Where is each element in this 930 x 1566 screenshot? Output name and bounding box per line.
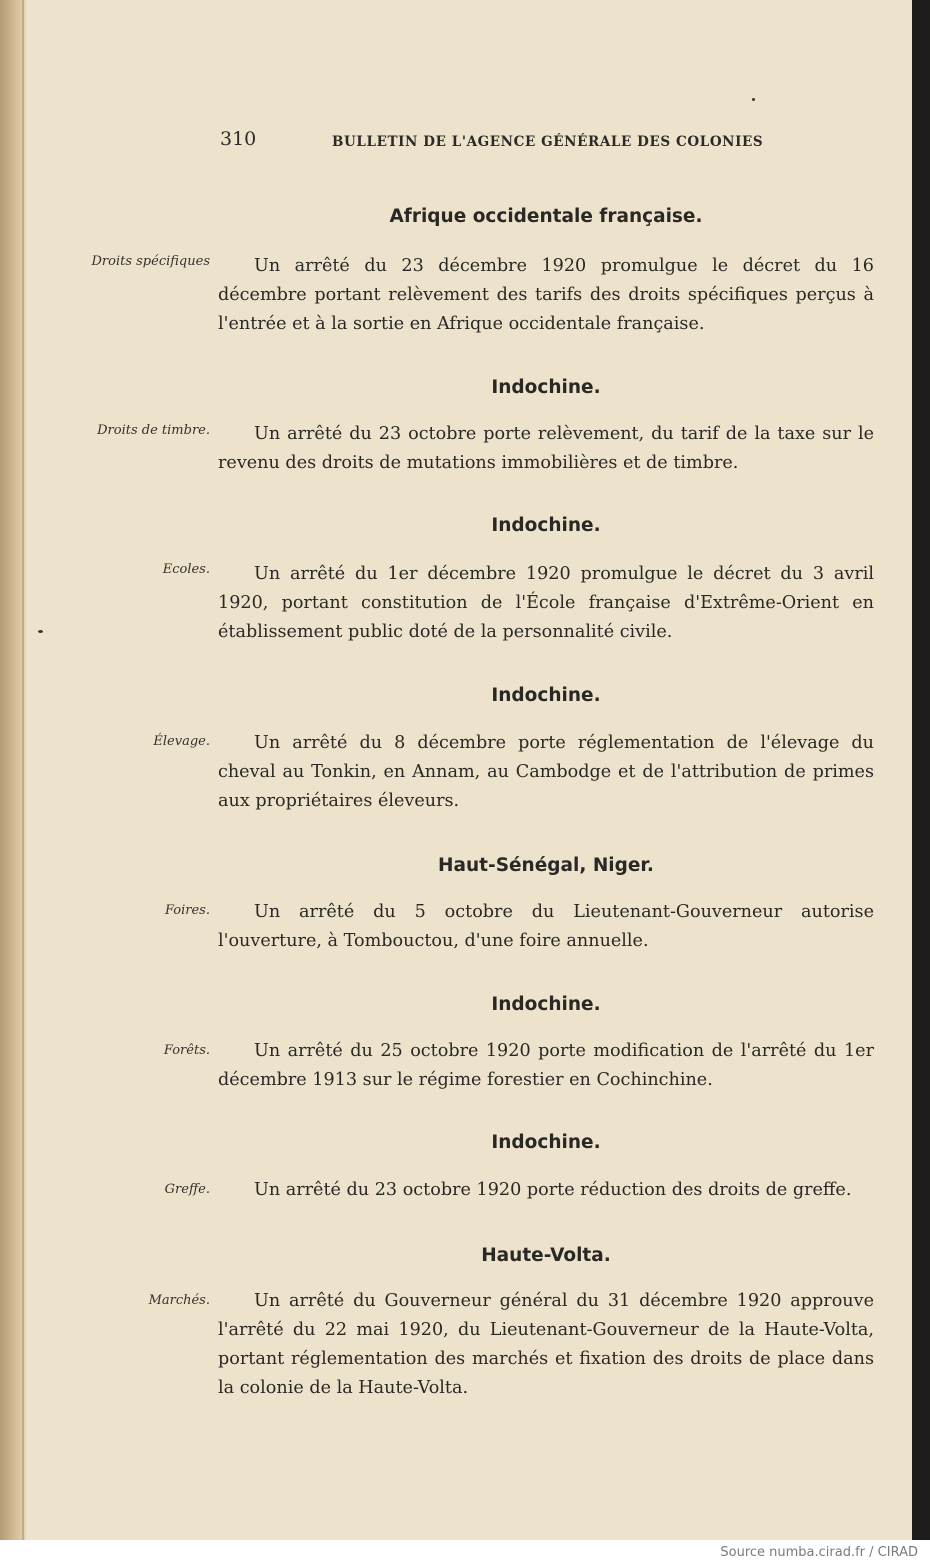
section-heading: Indochine.: [491, 994, 601, 1015]
section-heading: Afrique occidentale française.: [389, 206, 703, 227]
page-header: [214, 128, 874, 158]
section-heading: Haut-Sénégal, Niger.: [438, 855, 654, 876]
margin-note: Droits de timbre.: [97, 423, 210, 438]
margin-note: Foires.: [164, 903, 210, 918]
section-paragraph: Un arrêté du 1er décembre 1920 promulgue le décret du 3 avril 1920, portant constitution de l'École française d'Extrême-Orient en établissement public doté de la personnalité civile.: [218, 564, 874, 642]
section-paragraph: Un arrêté du 23 décembre 1920 promulgue le décret du 16 décembre portant relèvement des tarifs des droits spécifiques perçus à l'entrée et à la sortie en Afrique occidentale française.: [218, 256, 874, 334]
section-paragraph: Un arrêté du 23 octobre porte relèvement, du tarif de la taxe sur le revenu des droits de mutations immobilières et de timbre.: [218, 424, 874, 473]
footer-bar: [0, 1540, 930, 1566]
margin-note: Droits spécifiques: [91, 254, 210, 269]
margin-note: Ecoles.: [162, 562, 210, 577]
ink-speck: [38, 630, 43, 633]
margin-note: Marchés.: [148, 1293, 210, 1308]
section-paragraph: Un arrêté du 23 octobre 1920 porte réduction des droits de greffe.: [254, 1180, 852, 1200]
section-paragraph: Un arrêté du 5 octobre du Lieutenant-Gouverneur autorise l'ouverture, à Tombouctou, d'une foire annuelle.: [218, 902, 874, 951]
section-heading: Indochine.: [491, 377, 601, 398]
section-heading: Indochine.: [491, 685, 601, 706]
page-number: 310: [220, 128, 257, 150]
source-credit: Source numba.cirad.fr / CIRAD: [720, 1545, 918, 1560]
margin-note: Greffe.: [164, 1182, 210, 1197]
section-heading: Haute-Volta.: [481, 1245, 611, 1266]
margin-note: Élevage.: [153, 734, 210, 749]
section-paragraph: Un arrêté du 8 décembre porte réglementation de l'élevage du cheval au Tonkin, en Annam, au Cambodge et de l'attribution de primes aux propriétaires éleveurs.: [218, 733, 874, 811]
running-head: BULLETIN DE L'AGENCE GÉNÉRALE DES COLONIES: [332, 134, 764, 150]
section-heading: Indochine.: [491, 1132, 601, 1153]
section-heading: Indochine.: [491, 515, 601, 536]
ink-speck: [752, 98, 755, 101]
scan-dark-edge: [912, 0, 930, 1540]
section-paragraph: Un arrêté du Gouverneur général du 31 décembre 1920 approuve l'arrêté du 22 mai 1920, du Lieutenant-Gouverneur de la Haute-Volta, portant réglementation des marchés et fixation des droits de place dans la colonie de la Haute-Volta.: [218, 1291, 874, 1398]
section-paragraph: Un arrêté du 25 octobre 1920 porte modification de l'arrêté du 1er décembre 1913 sur le régime forestier en Cochinchine.: [218, 1041, 874, 1090]
margin-note: Forêts.: [163, 1043, 210, 1058]
